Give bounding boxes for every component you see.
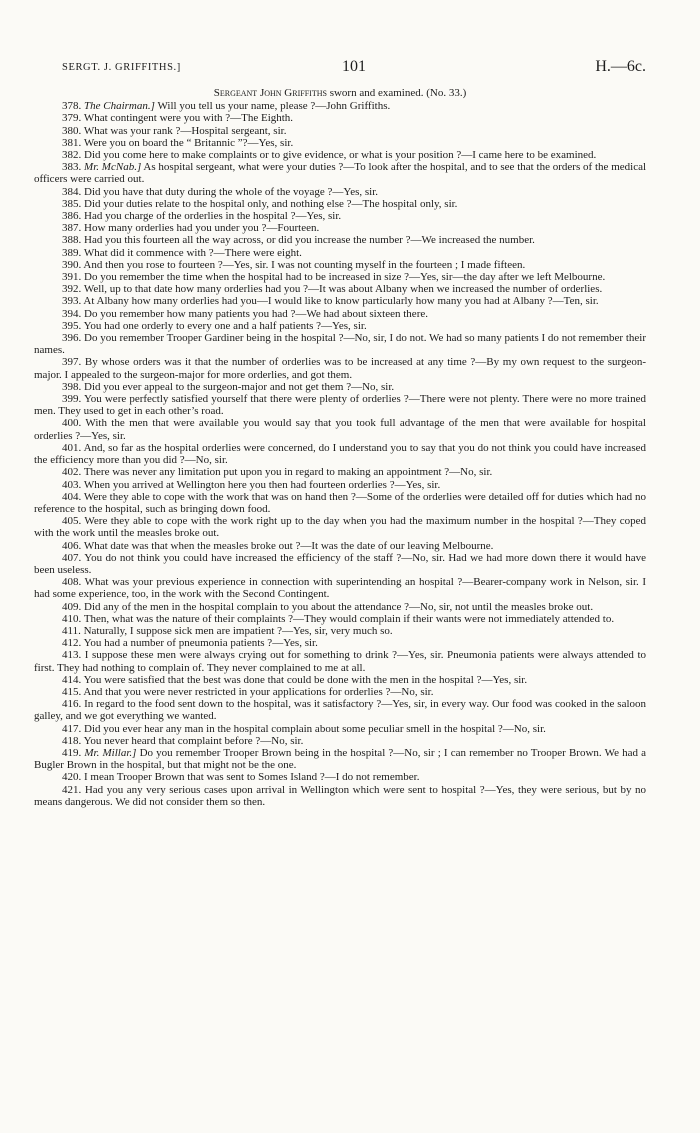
question-number: 381. xyxy=(62,136,82,149)
testimony-entry xyxy=(34,637,646,649)
testimony-entry xyxy=(34,491,646,515)
question-answer-text: You do not think you could have increased the efficiency of the staff ?—No, sir. Had we had more down there it would have been useless. xyxy=(34,551,647,576)
question-number: 395. xyxy=(62,319,82,332)
testimony-entry xyxy=(34,442,646,466)
testimony-entry xyxy=(34,393,646,417)
question-answer-text: Had you any very serious cases upon arrival in Wellington which were sent to hospital ?—Yes, they were serious, but by no means dangerous. We did not consider them so then. xyxy=(34,783,647,808)
question-answer-text: How many orderlies had you under you ?—Fourteen. xyxy=(84,222,320,235)
witness-heading xyxy=(34,87,646,99)
testimony-entry xyxy=(34,674,646,686)
question-answer-text: Then, what was the nature of their complaints ?—They would complain if their wants were not immediately attended to. xyxy=(83,612,615,625)
question-number: 404. xyxy=(62,490,82,503)
testimony-entry xyxy=(34,735,646,747)
question-number: 408. xyxy=(62,576,82,589)
question-number: 415. xyxy=(62,685,82,698)
question-number: 378. xyxy=(62,100,82,113)
page-number: 101 xyxy=(342,58,366,75)
question-number: 410. xyxy=(62,612,82,625)
question-number: 386. xyxy=(62,210,82,223)
question-number: 414. xyxy=(62,673,82,686)
question-number: 401. xyxy=(62,441,82,454)
testimony-entry xyxy=(34,552,646,576)
testimony-entry xyxy=(34,332,646,356)
question-number: 392. xyxy=(62,283,82,296)
testimony-entry xyxy=(34,747,646,771)
question-answer-text: Did any of the men in the hospital complain to you about the attendance ?—No, sir, not until the measles broke out. xyxy=(84,600,594,613)
question-number: 387. xyxy=(62,222,82,235)
question-number: 411. xyxy=(62,624,81,637)
testimony-entry xyxy=(34,320,646,332)
testimony-entry xyxy=(34,540,646,552)
question-number: 398. xyxy=(62,380,82,393)
testimony-entry xyxy=(34,234,646,246)
testimony-entry xyxy=(34,698,646,722)
question-answer-text: Do you remember Trooper Gardiner being in the hospital ?—No, sir, I do not. We had so many patients I do not remember their names. xyxy=(34,332,647,357)
question-number: 407. xyxy=(62,551,82,564)
testimony-entry xyxy=(34,686,646,698)
testimony-entry xyxy=(34,295,646,307)
testimony-entry xyxy=(34,308,646,320)
question-answer-text: Well, up to that date how many orderlies had you ?—It was about Albany when we increased the number of orderlies. xyxy=(83,283,603,296)
question-answer-text: What was your rank ?—Hospital sergeant, sir. xyxy=(83,124,287,137)
question-answer-text: What contingent were you with ?—The Eighth. xyxy=(83,112,294,125)
question-number: 393. xyxy=(62,295,82,308)
question-answer-text: Did your duties relate to the hospital only, and nothing else ?—The hospital only, sir. xyxy=(84,197,458,210)
testimony-entry xyxy=(34,649,646,673)
question-answer-text: What was your previous experience in connection with superintending an hospital ?—Bearer-company work in Nelson, sir. I had some experience, too, in the work with the Second Contingent. xyxy=(34,576,647,601)
testimony-entry xyxy=(34,210,646,222)
testimony-entry xyxy=(34,771,646,783)
question-answer-text: There was never any limitation put upon you in regard to making an appointment ?—No, sir. xyxy=(83,466,493,479)
question-number: 385. xyxy=(62,197,82,210)
question-answer-text: Did you have that duty during the whole of the voyage ?—Yes, sir. xyxy=(84,185,379,198)
testimony-entry xyxy=(34,417,646,441)
question-answer-text: You had a number of pneumonia patients ?—Yes, sir. xyxy=(83,637,318,650)
witness-heading-rest: sworn and examined. (No. 33.) xyxy=(326,87,467,99)
question-answer-text: You were satisfied that the best was done that could be done with the men in the hospital ?—Yes, sir. xyxy=(83,673,528,686)
question-answer-text: Were they able to cope with the work that was on hand then ?—Some of the orderlies were detailed off for duties which had no reference to the hospital, such as bringing down food. xyxy=(34,490,646,515)
testimony-entry xyxy=(34,198,646,210)
testimony-entry xyxy=(34,271,646,283)
testimony-entry xyxy=(34,137,646,149)
question-number: 397. xyxy=(62,356,82,369)
question-answer-text: Naturally, I suppose sick men are impatient ?—Yes, sir, very much so. xyxy=(83,624,393,637)
question-number: 382. xyxy=(62,149,82,162)
question-number: 409. xyxy=(62,600,82,613)
question-answer-text: You were perfectly satisfied yourself that there were plenty of orderlies ?—There were not plenty. There were no more trained men. They used to get in each other’s road. xyxy=(34,393,646,418)
question-number: 419. xyxy=(62,746,82,759)
testimony-entry xyxy=(34,466,646,478)
testimony-entry xyxy=(34,186,646,198)
running-head xyxy=(62,58,646,78)
testimony-entry xyxy=(34,515,646,539)
question-number: 380. xyxy=(62,124,82,137)
question-number: 402. xyxy=(62,466,82,479)
testimony-entry xyxy=(34,576,646,600)
testimony-entry xyxy=(34,149,646,161)
question-answer-text: Will you tell us your name, please ?—John Griffiths. xyxy=(157,100,391,113)
question-number: 405. xyxy=(62,515,82,528)
question-answer-text: And that you were never restricted in your applications for orderlies ?—No, sir. xyxy=(83,685,434,698)
testimony-entry xyxy=(34,259,646,271)
question-number: 379. xyxy=(62,112,82,125)
question-answer-text: Did you ever hear any man in the hospital complain about some peculiar smell in the hospital ?—No, sir. xyxy=(84,722,546,735)
testimony-entry xyxy=(34,247,646,259)
question-number: 416. xyxy=(62,698,82,711)
testimony-entry xyxy=(34,625,646,637)
question-answer-text: Do you remember Trooper Brown being in the hospital ?—No, sir ; I can remember no Trooper Brown. We had a Bugler Brown in the hospital, but that might not be the one. xyxy=(34,746,647,772)
question-number: 391. xyxy=(62,271,82,284)
question-answer-text: When you arrived at Wellington here you then had fourteen orderlies ?—Yes, sir. xyxy=(83,478,441,491)
question-answer-text: At Albany how many orderlies had you—I would like to know particularly how many you had at Albany ?—Ten, sir. xyxy=(83,295,599,308)
question-number: 417. xyxy=(62,722,82,735)
question-answer-text: You had one orderly to every one and a half patients ?—Yes, sir. xyxy=(83,319,367,332)
question-answer-text: Do you remember the time when the hospital had to be increased in size ?—Yes, sir—the day after we left Melbourne. xyxy=(84,271,606,284)
testimony-entry xyxy=(34,479,646,491)
question-answer-text: And then you rose to fourteen ?—Yes, sir. I was not counting myself in the fourteen ; I made fifteen. xyxy=(83,258,526,271)
testimony-entry xyxy=(34,222,646,234)
question-answer-text: What did it commence with ?—There were eight. xyxy=(83,246,302,259)
question-answer-text: By whose orders was it that the number of orderlies was to be increased at any time ?—By my own request to the surgeon-major. I appealed to the surgeon-major for more orderlies, and got them. xyxy=(34,356,646,381)
question-number: 383. xyxy=(62,161,82,174)
question-number: 384. xyxy=(62,185,82,198)
question-number: 420. xyxy=(62,771,82,784)
testimony-entry xyxy=(34,784,646,808)
question-answer-text: You never heard that complaint before ?—No, sir. xyxy=(83,734,304,747)
question-answer-text: What date was that when the measles broke out ?—It was the date of our leaving Melbourne. xyxy=(83,539,494,552)
testimony-body xyxy=(34,87,646,808)
question-number: 418. xyxy=(62,734,82,747)
question-answer-text: Were you on board the “ Britannic ”?—Yes, sir. xyxy=(83,136,294,149)
question-number: 400. xyxy=(62,417,82,430)
question-answer-text: Were they able to cope with the work right up to the day when you had the maximum number in the hospital ?—They coped with the work until the measles broke out. xyxy=(34,515,646,540)
witness-name: Sergeant John Griffiths xyxy=(213,87,327,99)
question-answer-text: I suppose these men were always crying out for something to drink ?—Yes, sir. Pneumonia patients were always attended to first. They had nothing to complain of. They never complained to me at all. xyxy=(34,649,646,674)
testimony-entry xyxy=(34,723,646,735)
question-number: 394. xyxy=(62,307,82,320)
question-number: 412. xyxy=(62,637,82,650)
speaker: The Chairman.] xyxy=(84,100,155,113)
question-number: 403. xyxy=(62,478,82,491)
testimony-entry xyxy=(34,112,646,124)
question-number: 406. xyxy=(62,539,82,552)
question-answer-text: And, so far as the hospital orderlies were concerned, do I understand you to say that you do not think you could have increased the efficiency more than you did ?—No, sir. xyxy=(34,441,646,467)
testimony-entry xyxy=(34,356,646,380)
question-number: 390. xyxy=(62,258,82,271)
testimony-entry xyxy=(34,125,646,137)
question-answer-text: In regard to the food sent down to the hospital, was it satisfactory ?—Yes, sir, in every way. Our food was cooked in the saloon galley, and we got everything we wanted. xyxy=(34,698,647,723)
testimony-entry xyxy=(34,161,646,185)
question-answer-text: I mean Trooper Brown that was sent to Somes Island ?—I do not remember. xyxy=(84,771,420,784)
question-answer-text: Did you ever appeal to the surgeon-major and not get them ?—No, sir. xyxy=(84,380,395,393)
question-answer-text: With the men that were available you would say that you took full advantage of the men that were available for hospital orderlies ?—Yes, sir. xyxy=(34,417,646,442)
document-reference: H.—6c. xyxy=(595,58,646,75)
running-head-left: SERGT. J. GRIFFITHS.] xyxy=(62,62,181,73)
testimony-entry xyxy=(34,381,646,393)
question-number: 389. xyxy=(62,246,82,259)
speaker: Mr. McNab.] xyxy=(84,161,142,174)
testimony-entry xyxy=(34,283,646,295)
question-number: 388. xyxy=(62,234,82,247)
question-answer-text: Had you charge of the orderlies in the hospital ?—Yes, sir. xyxy=(84,210,342,223)
speaker: Mr. Millar.] xyxy=(84,746,137,759)
question-answer-text: Did you come here to make complaints or to give evidence, or what is your position ?—I came here to be examined. xyxy=(84,149,597,162)
question-number: 399. xyxy=(62,393,82,406)
question-answer-text: Do you remember how many patients you had ?—We had about sixteen there. xyxy=(84,307,428,320)
testimony-entry xyxy=(34,100,646,112)
question-number: 421. xyxy=(62,783,82,796)
question-number: 413. xyxy=(62,649,82,662)
question-number: 396. xyxy=(62,332,82,345)
question-answer-text: As hospital sergeant, what were your duties ?—To look after the hospital, and to see that the orders of the medical officers were carried out. xyxy=(34,161,647,186)
question-answer-text: Had you this fourteen all the way across, or did you increase the number ?—We increased the number. xyxy=(84,234,535,247)
testimony-entry xyxy=(34,601,646,613)
testimony-entry xyxy=(34,613,646,625)
